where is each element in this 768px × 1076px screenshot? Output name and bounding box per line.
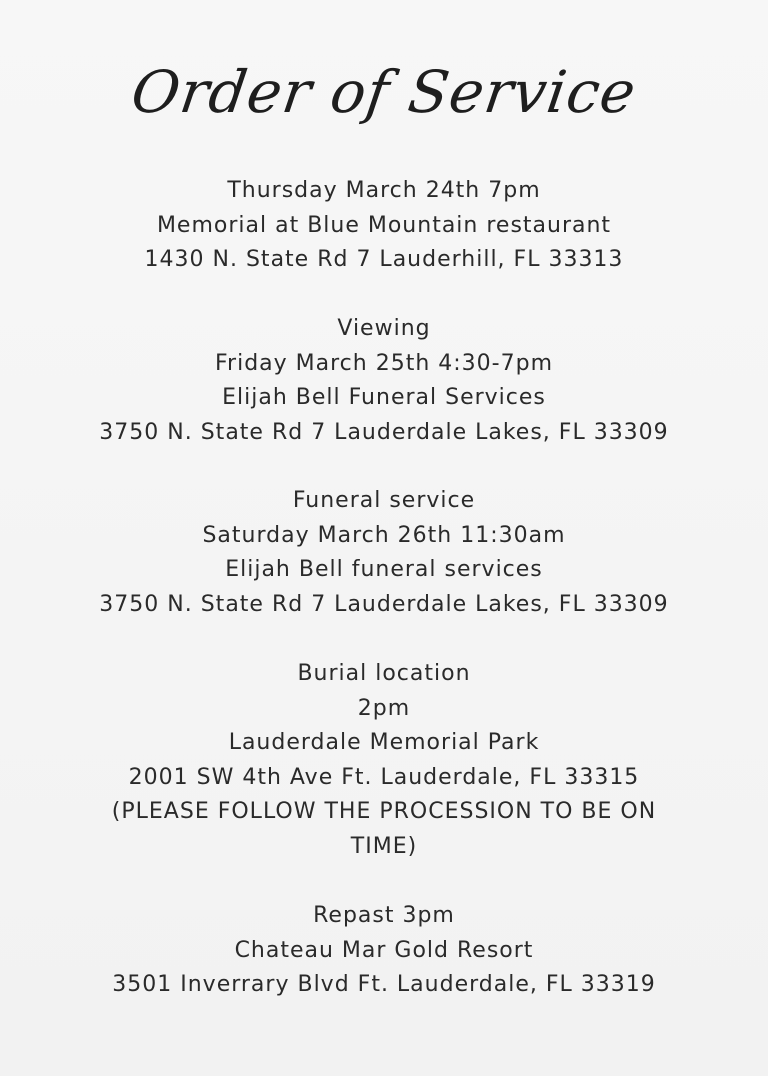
viewing-venue: Elijah Bell Funeral Services <box>222 385 546 410</box>
funeral-service-section <box>0 484 768 622</box>
repast-venue: Chateau Mar Gold Resort <box>234 937 534 963</box>
burial-address: 2001 SW 4th Ave Ft. Lauderdale, FL 33315 <box>128 764 640 790</box>
page-title: Order of Service <box>127 58 641 126</box>
burial-note-line-1: (PLEASE FOLLOW THE PROCESSION TO BE ON <box>111 799 657 824</box>
burial-section <box>0 657 768 864</box>
burial-heading: Burial location <box>297 661 471 686</box>
viewing-heading: Viewing <box>337 316 431 341</box>
repast-address: 3501 Inverrary Blvd Ft. Lauderdale, FL 33319 <box>112 972 656 997</box>
repast-heading: Repast 3pm <box>313 903 455 928</box>
funeral-address: 3750 N. State Rd 7 Lauderdale Lakes, FL 33309 <box>99 591 669 617</box>
memorial-date: Thursday March 24th 7pm <box>227 178 541 203</box>
repast-section <box>0 899 768 1003</box>
burial-note-line-2: TIME) <box>350 833 418 859</box>
viewing-section <box>0 312 768 450</box>
funeral-venue: Elijah Bell funeral services <box>225 557 543 582</box>
viewing-date: Friday March 25th 4:30-7pm <box>214 350 554 376</box>
memorial-address: 1430 N. State Rd 7 Lauderhill, FL 33313 <box>144 247 624 272</box>
viewing-address: 3750 N. State Rd 7 Lauderdale Lakes, FL 33309 <box>99 419 669 445</box>
funeral-heading: Funeral service <box>292 488 476 513</box>
memorial-venue: Memorial at Blue Mountain restaurant <box>156 212 612 238</box>
funeral-date: Saturday March 26th 11:30am <box>202 522 566 548</box>
memorial-section <box>0 174 768 278</box>
burial-venue: Lauderdale Memorial Park <box>228 730 540 755</box>
burial-time: 2pm <box>357 695 411 721</box>
